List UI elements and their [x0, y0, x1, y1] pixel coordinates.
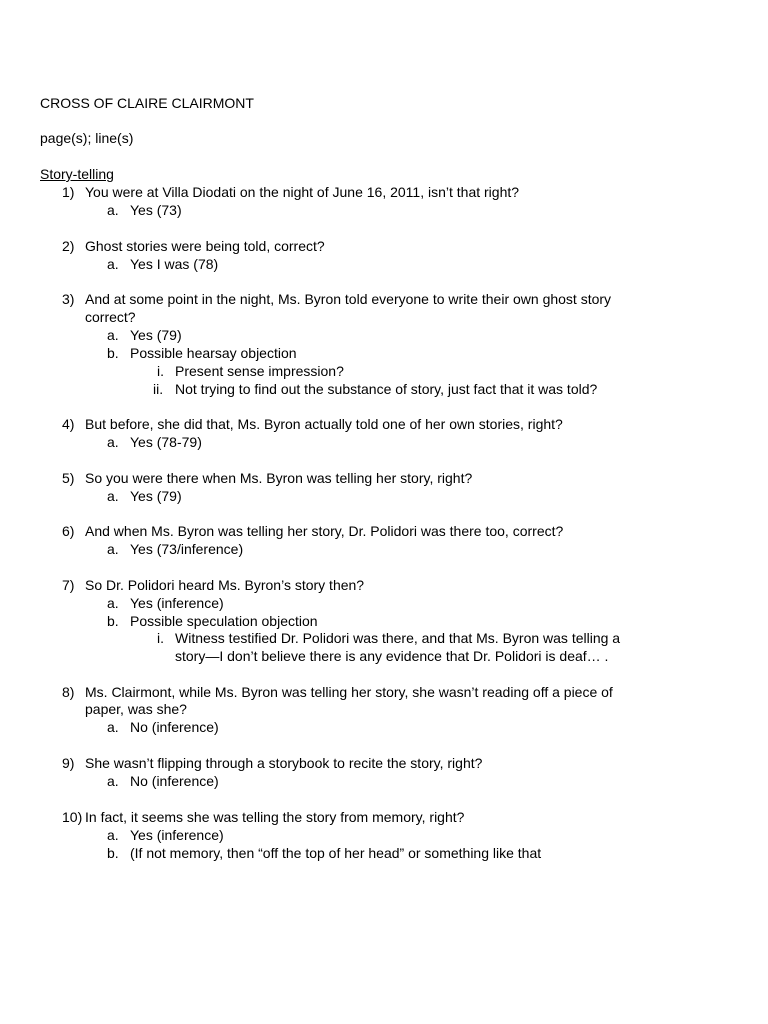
- answer-text: Yes (79): [130, 488, 182, 504]
- answer-marker: a.: [107, 202, 119, 218]
- answer-text: Yes (73/inference): [130, 541, 244, 557]
- answer-text: Yes (79): [130, 327, 182, 343]
- question-text-continued: correct?: [85, 309, 136, 325]
- question-text: You were at Villa Diodati on the night of June 16, 2011, isn’t that right?: [85, 184, 520, 200]
- question-text: But before, she did that, Ms. Byron actually told one of her own stories, right?: [85, 416, 563, 432]
- answer-marker: a.: [107, 256, 119, 272]
- question-text: And when Ms. Byron was telling her story, Dr. Polidori was there too, correct?: [85, 523, 564, 539]
- question-text: She wasn’t flipping through a storybook to recite the story, right?: [85, 755, 483, 771]
- question-text: So you were there when Ms. Byron was telling her story, right?: [85, 470, 473, 486]
- subpoint-marker: i.: [157, 630, 164, 646]
- document-subtitle: page(s); line(s): [40, 130, 134, 146]
- answer-text: Yes (inference): [130, 827, 224, 843]
- question-number: 10): [62, 809, 83, 825]
- answer-text: (If not memory, then “off the top of her head” or something like that: [130, 845, 542, 861]
- answer-marker: b.: [107, 345, 119, 361]
- answer-marker: b.: [107, 845, 119, 861]
- answer-text: Yes (inference): [130, 595, 224, 611]
- subpoint-text: Witness testified Dr. Polidori was there, and that Ms. Byron was telling a: [175, 630, 621, 646]
- question-text: Ghost stories were being told, correct?: [85, 238, 325, 254]
- question-number: 3): [62, 291, 75, 307]
- answer-text: Yes I was (78): [130, 256, 219, 272]
- question-number: 9): [62, 755, 75, 771]
- question-text-continued: paper, was she?: [85, 701, 187, 717]
- question-number: 2): [62, 238, 75, 254]
- answer-marker: a.: [107, 719, 119, 735]
- subpoint-text-continued: story—I don’t believe there is any evidence that Dr. Polidori is deaf… .: [175, 648, 609, 664]
- question-number: 7): [62, 577, 75, 593]
- answer-marker: a.: [107, 827, 119, 843]
- answer-marker: a.: [107, 434, 119, 450]
- question-number: 4): [62, 416, 75, 432]
- section-heading: Story-telling: [40, 166, 114, 182]
- question-number: 8): [62, 684, 75, 700]
- question-number: 6): [62, 523, 75, 539]
- question-text: So Dr. Polidori heard Ms. Byron’s story then?: [85, 577, 365, 593]
- answer-text: No (inference): [130, 719, 219, 735]
- answer-marker: a.: [107, 541, 119, 557]
- subpoint-marker: ii.: [153, 381, 164, 397]
- answer-marker: a.: [107, 327, 119, 343]
- subpoint-text: Not trying to find out the substance of story, just fact that it was told?: [175, 381, 598, 397]
- subpoint-marker: i.: [157, 363, 164, 379]
- document-title: CROSS OF CLAIRE CLAIRMONT: [40, 95, 254, 111]
- subpoint-text: Present sense impression?: [175, 363, 344, 379]
- answer-marker: a.: [107, 773, 119, 789]
- question-text: In fact, it seems she was telling the story from memory, right?: [85, 809, 465, 825]
- question-text: And at some point in the night, Ms. Byron told everyone to write their own ghost story: [85, 291, 612, 307]
- answer-text: Yes (73): [130, 202, 182, 218]
- answer-text: No (inference): [130, 773, 219, 789]
- answer-marker: a.: [107, 488, 119, 504]
- answer-marker: a.: [107, 595, 119, 611]
- answer-text: Yes (78-79): [130, 434, 202, 450]
- answer-text: Possible speculation objection: [130, 613, 318, 629]
- answer-text: Possible hearsay objection: [130, 345, 297, 361]
- answer-marker: b.: [107, 613, 119, 629]
- question-text: Ms. Clairmont, while Ms. Byron was telling her story, she wasn’t reading off a piece of: [85, 684, 613, 700]
- question-number: 1): [62, 184, 75, 200]
- question-number: 5): [62, 470, 75, 486]
